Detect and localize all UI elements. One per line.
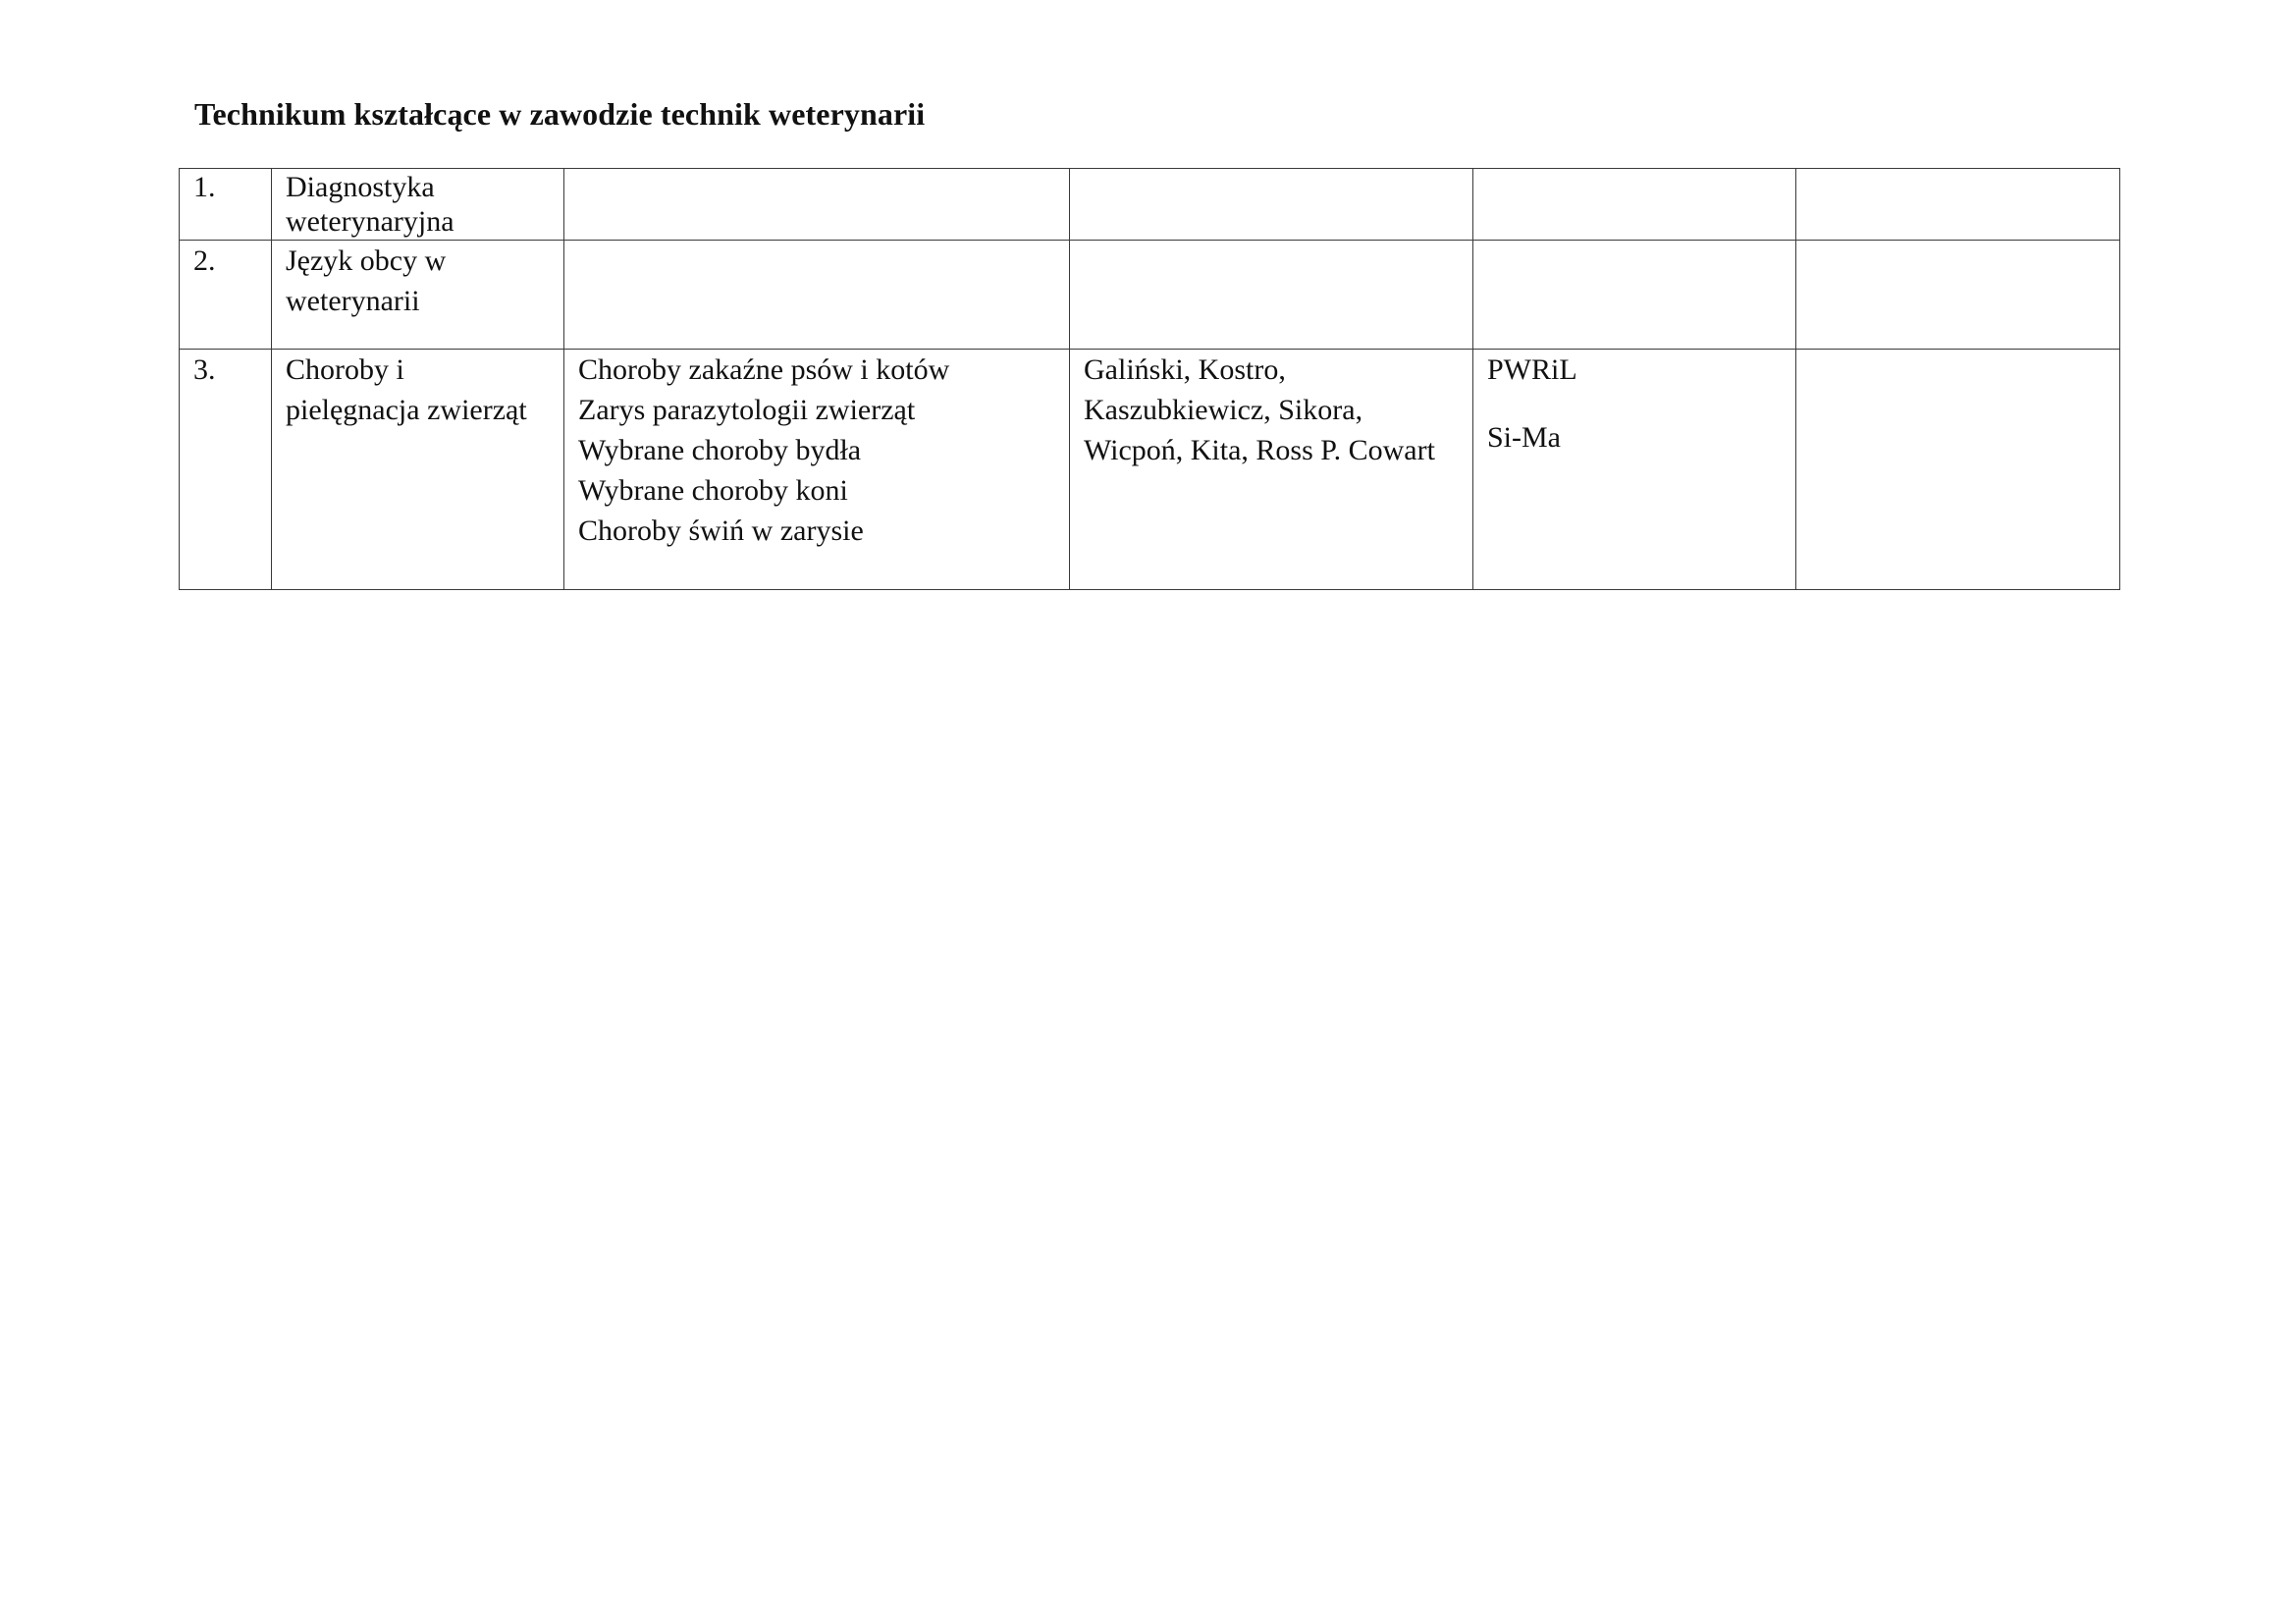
titles-cell [564, 350, 1070, 590]
authors-cell [1070, 241, 1473, 350]
authors-cell [1070, 169, 1473, 241]
author-line: Wicpoń, Kita, Ross P. Cowart [1084, 434, 1435, 466]
subject-line: Choroby i [286, 353, 404, 386]
row-number: 1. [193, 171, 216, 203]
titles-cell [564, 169, 1070, 241]
author-line: Kaszubkiewicz, Sikora, [1084, 394, 1363, 426]
book-title: Wybrane choroby bydła [578, 434, 862, 466]
book-title: Wybrane choroby koni [578, 474, 848, 507]
subject-line: weterynaryjna [286, 205, 454, 238]
book-title: Zarys parazytologii zwierząt [578, 394, 916, 426]
row-number: 2. [193, 244, 216, 277]
authors-cell [1070, 350, 1473, 590]
extra-cell [1796, 350, 2120, 590]
extra-cell [1796, 241, 2120, 350]
textbook-table [179, 168, 2120, 590]
publishers-cell [1473, 350, 1796, 590]
publisher-name: Si-Ma [1487, 421, 1561, 454]
publisher-name: PWRiL [1487, 353, 1577, 386]
subject-line: Język obcy w [286, 244, 447, 277]
subject-line: weterynarii [286, 285, 420, 317]
book-title: Choroby świń w zarysie [578, 514, 864, 547]
titles-cell [564, 241, 1070, 350]
author-line: Galiński, Kostro, [1084, 353, 1286, 386]
table-row [180, 169, 2120, 241]
subject-cell [272, 350, 564, 590]
subject-cell [272, 169, 564, 241]
subject-line: Diagnostyka [286, 171, 435, 203]
table-row [180, 350, 2120, 590]
subject-cell [272, 241, 564, 350]
extra-cell [1796, 169, 2120, 241]
publishers-cell [1473, 241, 1796, 350]
publishers-cell [1473, 169, 1796, 241]
row-number-cell [180, 169, 272, 241]
publisher-spacer [1487, 390, 1782, 417]
row-number-cell [180, 241, 272, 350]
table-row [180, 241, 2120, 350]
subject-line: pielęgnacja zwierząt [286, 394, 527, 426]
row-number: 3. [193, 353, 216, 386]
book-title: Choroby zakaźne psów i kotów [578, 353, 950, 386]
row-number-cell [180, 350, 272, 590]
document-title: Technikum kształcące w zawodzie technik weterynarii [194, 96, 926, 132]
